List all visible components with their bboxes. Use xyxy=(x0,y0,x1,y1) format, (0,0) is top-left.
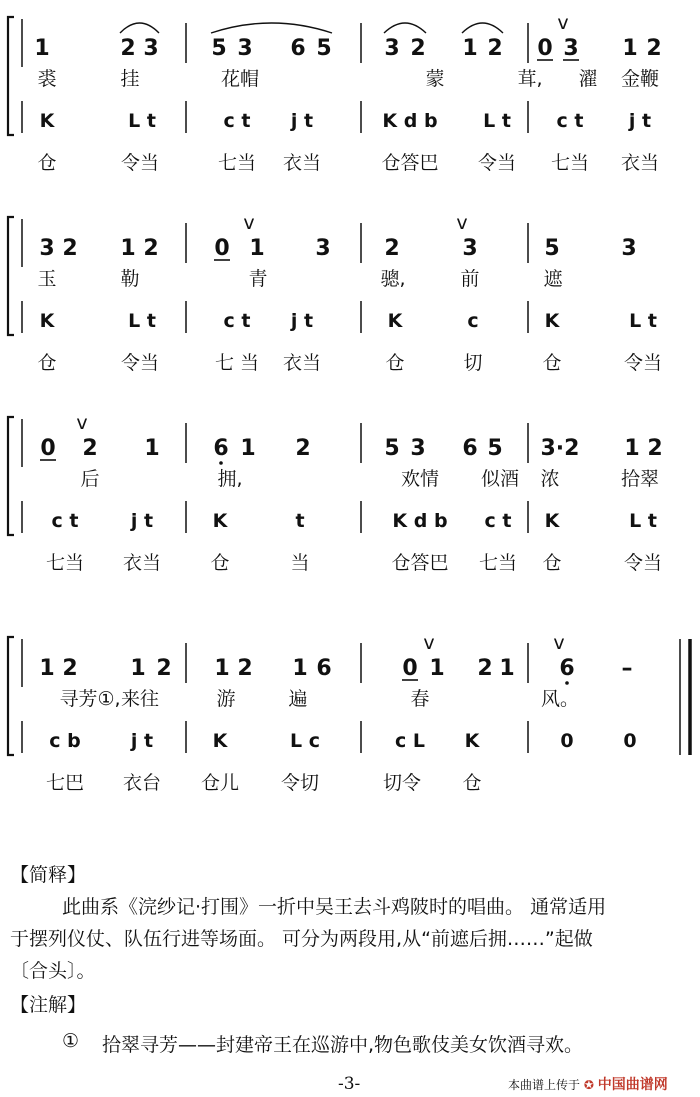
melody-note: 6 xyxy=(213,436,229,461)
percussion-symbol: L t xyxy=(629,310,657,332)
jianshi-heading: 【简释】 xyxy=(10,864,87,886)
melody-note: 5 xyxy=(384,436,400,461)
percussion-symbol: j t xyxy=(290,310,314,332)
melody-note: 0 xyxy=(40,436,56,461)
lyric-syllable: 寻芳①, xyxy=(59,688,121,710)
percussion-symbol: j t xyxy=(628,110,652,132)
percussion-symbol: j t xyxy=(130,510,154,532)
breath-mark: v xyxy=(553,632,565,654)
breath-mark: v xyxy=(557,12,569,34)
percussion-symbol: K xyxy=(387,310,403,332)
jianshi-line-2: 于摆列仪仗、队伍行进等场面。 可分为两段用,从“前遮后拥……”起做 xyxy=(10,928,593,950)
lyric-syllable: 挂 xyxy=(120,68,140,90)
gongche-syllable: 仓 xyxy=(210,552,230,574)
melody-note: 0 xyxy=(537,36,553,61)
melody-note: 2 xyxy=(237,656,253,681)
gongche-syllable: 七 当 xyxy=(214,352,260,374)
lyric-syllable: 来往 xyxy=(120,688,160,710)
melody-note: 2 xyxy=(156,656,172,681)
watermark xyxy=(508,1074,668,1094)
system-bracket xyxy=(8,637,14,755)
melody-note: 1 xyxy=(249,236,265,261)
gongche-syllable: 仓 xyxy=(542,552,562,574)
gongche-syllable: 令当 xyxy=(623,352,663,374)
gongche-syllable: 衣当 xyxy=(122,552,162,574)
lyric-syllable: 骢, xyxy=(380,268,406,290)
melody-note: 6 xyxy=(316,656,332,681)
page-number: -3- xyxy=(338,1074,361,1094)
melody-note: 2 xyxy=(82,436,98,461)
melody-note: 5 xyxy=(211,36,227,61)
melody-note: 3 xyxy=(462,236,478,261)
zhujie-heading: 【注解】 xyxy=(10,994,87,1016)
percussion-symbol: j t xyxy=(290,110,314,132)
percussion-symbol: L t xyxy=(629,510,657,532)
gongche-syllable: 仓 xyxy=(542,352,562,374)
percussion-symbol: K xyxy=(39,310,55,332)
gongche-syllable: 七当 xyxy=(478,552,518,574)
percussion-symbol: c t xyxy=(51,510,79,532)
melody-note: 3 xyxy=(384,36,400,61)
melody-note: 2 xyxy=(477,656,493,681)
melody-note: 1 xyxy=(624,436,640,461)
gongche-syllable: 衣当 xyxy=(282,352,322,374)
lyric-syllable: 金鞭 xyxy=(620,68,660,90)
gongche-syllable: 衣当 xyxy=(620,152,660,174)
watermark-logo-icon: ✪ xyxy=(583,1078,594,1092)
gongche-syllable: 仓 xyxy=(37,152,57,174)
percussion-symbol: c t xyxy=(556,110,584,132)
gongche-syllable: 令当 xyxy=(623,552,663,574)
melody-note: 1 xyxy=(292,656,308,681)
percussion-symbol: K xyxy=(544,310,560,332)
melody-note: 2 xyxy=(120,36,136,61)
melody-note: 2 xyxy=(410,36,426,61)
percussion-symbol: c L xyxy=(395,730,425,752)
melody-note: 0 xyxy=(402,656,418,681)
watermark-brand: 中国曲谱网 xyxy=(597,1077,668,1093)
melody-note: 2 xyxy=(487,36,503,61)
melody-note: 5 xyxy=(544,236,560,261)
percussion-symbol: K d b xyxy=(382,110,438,132)
gongche-syllable: 七巴 xyxy=(45,772,85,794)
score-systems xyxy=(8,12,690,794)
lyric-syllable: 青 xyxy=(248,268,268,290)
gongche-syllable: 令当 xyxy=(477,152,517,174)
melody-note: 3 xyxy=(39,236,55,261)
score-system-1 xyxy=(8,12,662,174)
percussion-symbol: c xyxy=(467,310,479,332)
slur xyxy=(462,23,503,33)
lyric-syllable: 裘 xyxy=(37,68,57,90)
jianshi-line-1: 此曲系《浣纱记·打围》一折中吴王去斗鸡陂时的唱曲。 通常适用 xyxy=(62,896,607,918)
melody-note: 5 xyxy=(487,436,503,461)
octave-dot xyxy=(565,681,569,685)
melody-note: 2 xyxy=(62,656,78,681)
percussion-symbol: c b xyxy=(49,730,81,752)
percussion-symbol: j t xyxy=(130,730,154,752)
melody-note: 2 xyxy=(295,436,311,461)
melody-note: 1 xyxy=(240,436,256,461)
gongche-syllable: 仓儿 xyxy=(200,772,240,794)
melody-note: 6 xyxy=(559,656,575,681)
lyric-syllable: 拥, xyxy=(217,468,243,490)
percussion-symbol: c t xyxy=(223,110,251,132)
lyric-syllable: 游 xyxy=(216,688,236,710)
melody-note: 3 xyxy=(237,36,253,61)
gongche-syllable: 切 xyxy=(463,352,483,374)
percussion-symbol: 0 xyxy=(560,730,574,752)
score-system-3 xyxy=(8,412,663,574)
system-bracket xyxy=(8,217,14,335)
percussion-symbol: K xyxy=(212,730,228,752)
lyric-syllable: 拾翠 xyxy=(620,468,660,490)
lyric-syllable: 遮 xyxy=(543,268,563,290)
lyric-syllable: 浓 xyxy=(540,468,560,490)
lyric-syllable: 玉 xyxy=(37,268,57,290)
gongche-syllable: 令切 xyxy=(280,772,320,794)
gongche-syllable: 令当 xyxy=(120,352,160,374)
percussion-symbol: 0 xyxy=(623,730,637,752)
score-system-2 xyxy=(8,212,662,374)
slur xyxy=(384,23,426,33)
melody-note: 3·2 xyxy=(540,436,580,461)
gongche-syllable: 七当 xyxy=(550,152,590,174)
gongche-syllable: 切令 xyxy=(382,772,422,794)
melody-note: 2 xyxy=(647,436,663,461)
melody-note: 3 xyxy=(143,36,159,61)
melody-note: 1 xyxy=(214,656,230,681)
gongche-syllable: 仓答巴 xyxy=(391,552,449,574)
system-bracket xyxy=(8,17,14,135)
melody-note: 1 xyxy=(622,36,638,61)
lyric-syllable: 春 xyxy=(410,688,430,710)
melody-note: 2 xyxy=(143,236,159,261)
percussion-symbol: c t xyxy=(223,310,251,332)
gongche-syllable: 仓答巴 xyxy=(381,152,439,174)
breath-mark: v xyxy=(76,412,88,434)
gongche-syllable: 衣台 xyxy=(122,772,162,794)
breath-mark: v xyxy=(243,212,255,234)
watermark-upload-text: 本曲谱上传于 xyxy=(508,1078,581,1092)
gongche-syllable: 衣当 xyxy=(282,152,322,174)
octave-dot xyxy=(219,461,223,465)
percussion-symbol: K xyxy=(212,510,228,532)
breath-mark: v xyxy=(423,632,435,654)
percussion-symbol: L t xyxy=(128,110,156,132)
lyric-syllable: 遍 xyxy=(288,688,308,710)
percussion-symbol: t xyxy=(295,510,305,532)
lyric-syllable: 蒙 xyxy=(425,68,445,90)
percussion-symbol: L t xyxy=(128,310,156,332)
melody-note: 1 xyxy=(144,436,160,461)
melody-note: 2 xyxy=(62,236,78,261)
percussion-symbol: K d b xyxy=(392,510,448,532)
gongche-syllable: 仓 xyxy=(385,352,405,374)
footnote-marker: ① xyxy=(62,1030,80,1052)
melody-note: 1 xyxy=(120,236,136,261)
percussion-symbol: K xyxy=(544,510,560,532)
system-bracket xyxy=(8,417,14,535)
gongche-syllable: 仓 xyxy=(37,352,57,374)
melody-note: 2 xyxy=(384,236,400,261)
melody-note: 1 xyxy=(34,36,50,61)
melody-note: 1 xyxy=(462,36,478,61)
gongche-syllable: 令当 xyxy=(120,152,160,174)
melody-note: 5 xyxy=(316,36,332,61)
melody-note: 0 xyxy=(214,236,230,261)
lyric-syllable: 濯 xyxy=(578,68,598,90)
melody-note: 3 xyxy=(621,236,637,261)
percussion-symbol: K xyxy=(464,730,480,752)
gongche-syllable: 七当 xyxy=(217,152,257,174)
lyric-syllable: 似酒 xyxy=(480,468,520,490)
lyric-syllable: 勒 xyxy=(120,268,140,290)
gongche-syllable: 仓 xyxy=(462,772,482,794)
percussion-symbol: K xyxy=(39,110,55,132)
percussion-symbol: L c xyxy=(290,730,320,752)
melody-note: 1 xyxy=(39,656,55,681)
lyric-syllable: 前 xyxy=(460,268,480,290)
gongche-syllable: 七当 xyxy=(45,552,85,574)
melody-note: 3 xyxy=(410,436,426,461)
percussion-symbol: c t xyxy=(484,510,512,532)
melody-note: 3 xyxy=(563,36,579,61)
slur xyxy=(120,23,159,33)
percussion-symbol: L t xyxy=(483,110,511,132)
footnote-text: 拾翠寻芳——封建帝王在巡游中,物色歌伎美女饮酒寻欢。 xyxy=(102,1034,584,1056)
breath-mark: v xyxy=(456,212,468,234)
melody-note: 1 xyxy=(429,656,445,681)
melody-note: 6 xyxy=(462,436,478,461)
score-system-4 xyxy=(8,632,690,794)
lyric-syllable: 茸, xyxy=(517,68,543,90)
lyric-syllable: 花帽 xyxy=(220,68,260,90)
melody-note: 6 xyxy=(290,36,306,61)
melody-note: 1 xyxy=(499,656,515,681)
lyric-syllable: 风。 xyxy=(540,688,580,710)
melody-note: 2 xyxy=(646,36,662,61)
melody-note: – xyxy=(621,656,633,681)
gongche-syllable: 当 xyxy=(290,552,310,574)
lyric-syllable: 后 xyxy=(80,468,100,490)
lyric-syllable: 欢情 xyxy=(400,468,440,490)
jianshi-line-3: 〔合头〕。 xyxy=(10,960,96,982)
melody-note: 1 xyxy=(130,656,146,681)
melody-note: 3 xyxy=(315,236,331,261)
slur xyxy=(211,23,332,33)
